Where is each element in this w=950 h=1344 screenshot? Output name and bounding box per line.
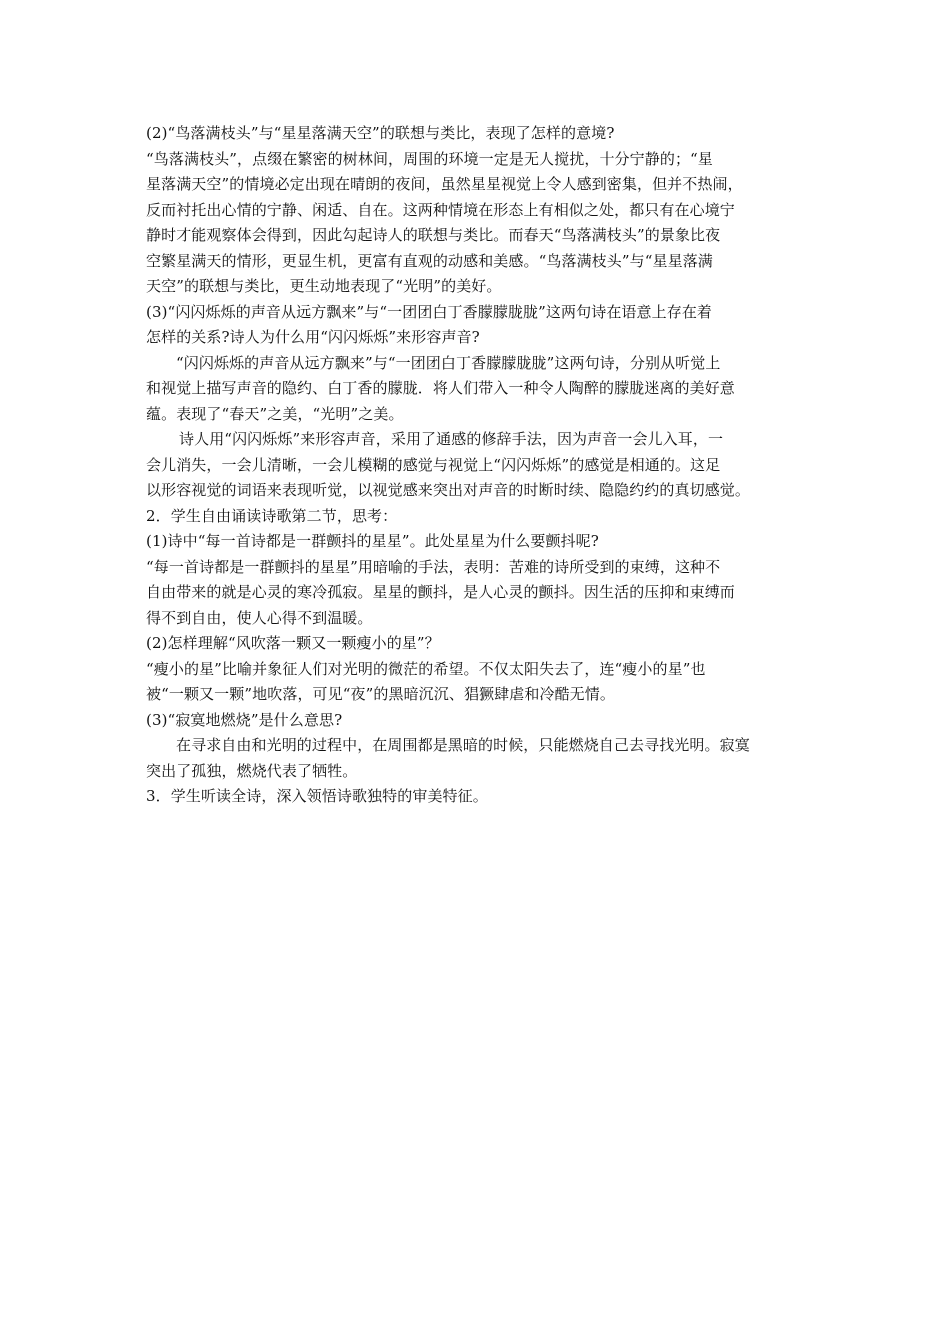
answer-3-line-1: “闪闪烁烁的声音从远方飘来”与“一团团白丁香朦朦胧胧”这两句诗，分别从听觉上 <box>176 353 721 372</box>
section-2-answer-2-line-2: 被“一颗又一颗”地吹落，可见“夜”的黑暗沉沉、猖獗肆虐和冷酷无情。 <box>146 685 615 703</box>
answer-3b-line-3: 以形容视觉的词语来表现听觉，以视觉感来突出对声音的时断时续、隐隐约约的真切感觉。 <box>146 481 751 499</box>
section-2-question-3: (3)“寂寞地燃烧”是什么意思? <box>146 710 343 729</box>
section-3-heading: 3．学生听读全诗，深入领悟诗歌独特的审美特征。 <box>146 787 488 805</box>
section-2-answer-1-line-1: “每一首诗都是一群颤抖的星星”用暗喻的手法，表明：苦难的诗所受到的束缚，这种不 <box>146 557 721 576</box>
question-3-prompt-line-1: (3)“闪闪烁烁的声音从远方飘来”与“一团团白丁香朦朦胧胧”这两句诗在语意上存在着 <box>146 302 713 321</box>
section-2-answer-3-line-1: 在寻求自由和光明的过程中，在周围都是黑暗的时候，只能燃烧自己去寻找光明。寂寞 <box>176 736 750 754</box>
section-2-answer-1-line-3: 得不到自由，使人心得不到温暖。 <box>146 608 373 627</box>
section-2-answer-2-line-1: “瘦小的星”比喻并象征人们对光明的微茫的希望。不仅太阳失去了，连“瘦小的星”也 <box>146 659 706 678</box>
answer-2-line-3: 反而衬托出心情的宁静、闲适、自在。这两种情境在形态上有相似之处，都只有在心境宁 <box>146 200 735 219</box>
answer-3-line-3: 蕴。表现了“春天”之美，“光明”之美。 <box>146 404 404 423</box>
answer-2-line-5: 空繁星满天的情形，更显生机，更富有直观的动感和美感。“鸟落满枝头”与“星星落满 <box>146 251 713 270</box>
section-2-answer-3-line-2: 突出了孤独，燃烧代表了牺牲。 <box>146 761 358 780</box>
section-2-question-1: (1)诗中“每一首诗都是一群颤抖的星星”。此处星星为什么要颤抖呢? <box>146 532 599 550</box>
answer-2-line-4: 静时才能观察体会得到，因此勾起诗人的联想与类比。而春天“鸟落满枝头”的景象比夜 <box>146 226 721 244</box>
answer-3b-line-2: 会儿消失，一会儿清晰，一会儿模糊的感觉与视觉上“闪闪烁烁”的感觉是相通的。这足 <box>146 455 721 474</box>
question-2-prompt: (2)“鸟落满枝头”与“星星落满天空”的联想与类比，表现了怎样的意境? <box>146 124 615 142</box>
question-3-prompt-line-2: 怎样的关系?诗人为什么用“闪闪烁烁”来形容声音? <box>146 328 480 346</box>
section-2-answer-1-line-2: 自由带来的就是心灵的寒冷孤寂。星星的颤抖，是人心灵的颤抖。因生活的压抑和束缚而 <box>146 583 735 601</box>
answer-2-line-1: “鸟落满枝头”，点缀在繁密的树林间，周围的环境一定是无人搅扰，十分宁静的；“星 <box>146 149 713 168</box>
document-page <box>146 121 814 810</box>
section-2-heading: 2．学生自由诵读诗歌第二节，思考： <box>146 506 398 525</box>
answer-2-line-2: 星落满天空”的情境必定出现在晴朗的夜间，虽然星星视觉上令人感到密集，但并不热闹， <box>146 175 743 193</box>
answer-3b-line-1: 诗人用“闪闪烁烁”来形容声音，采用了通感的修辞手法，因为声音一会儿入耳，一 <box>179 430 724 448</box>
answer-2-line-6: 天空”的联想与类比，更生动地表现了“光明”的美好。 <box>146 277 502 295</box>
section-2-question-2: (2)怎样理解“风吹落一颗又一颗瘦小的星”？ <box>146 634 440 652</box>
answer-3-line-2: 和视觉上描写声音的隐约、白丁香的朦胧．将人们带入一种令人陶醉的朦胧迷离的美好意 <box>146 379 735 397</box>
